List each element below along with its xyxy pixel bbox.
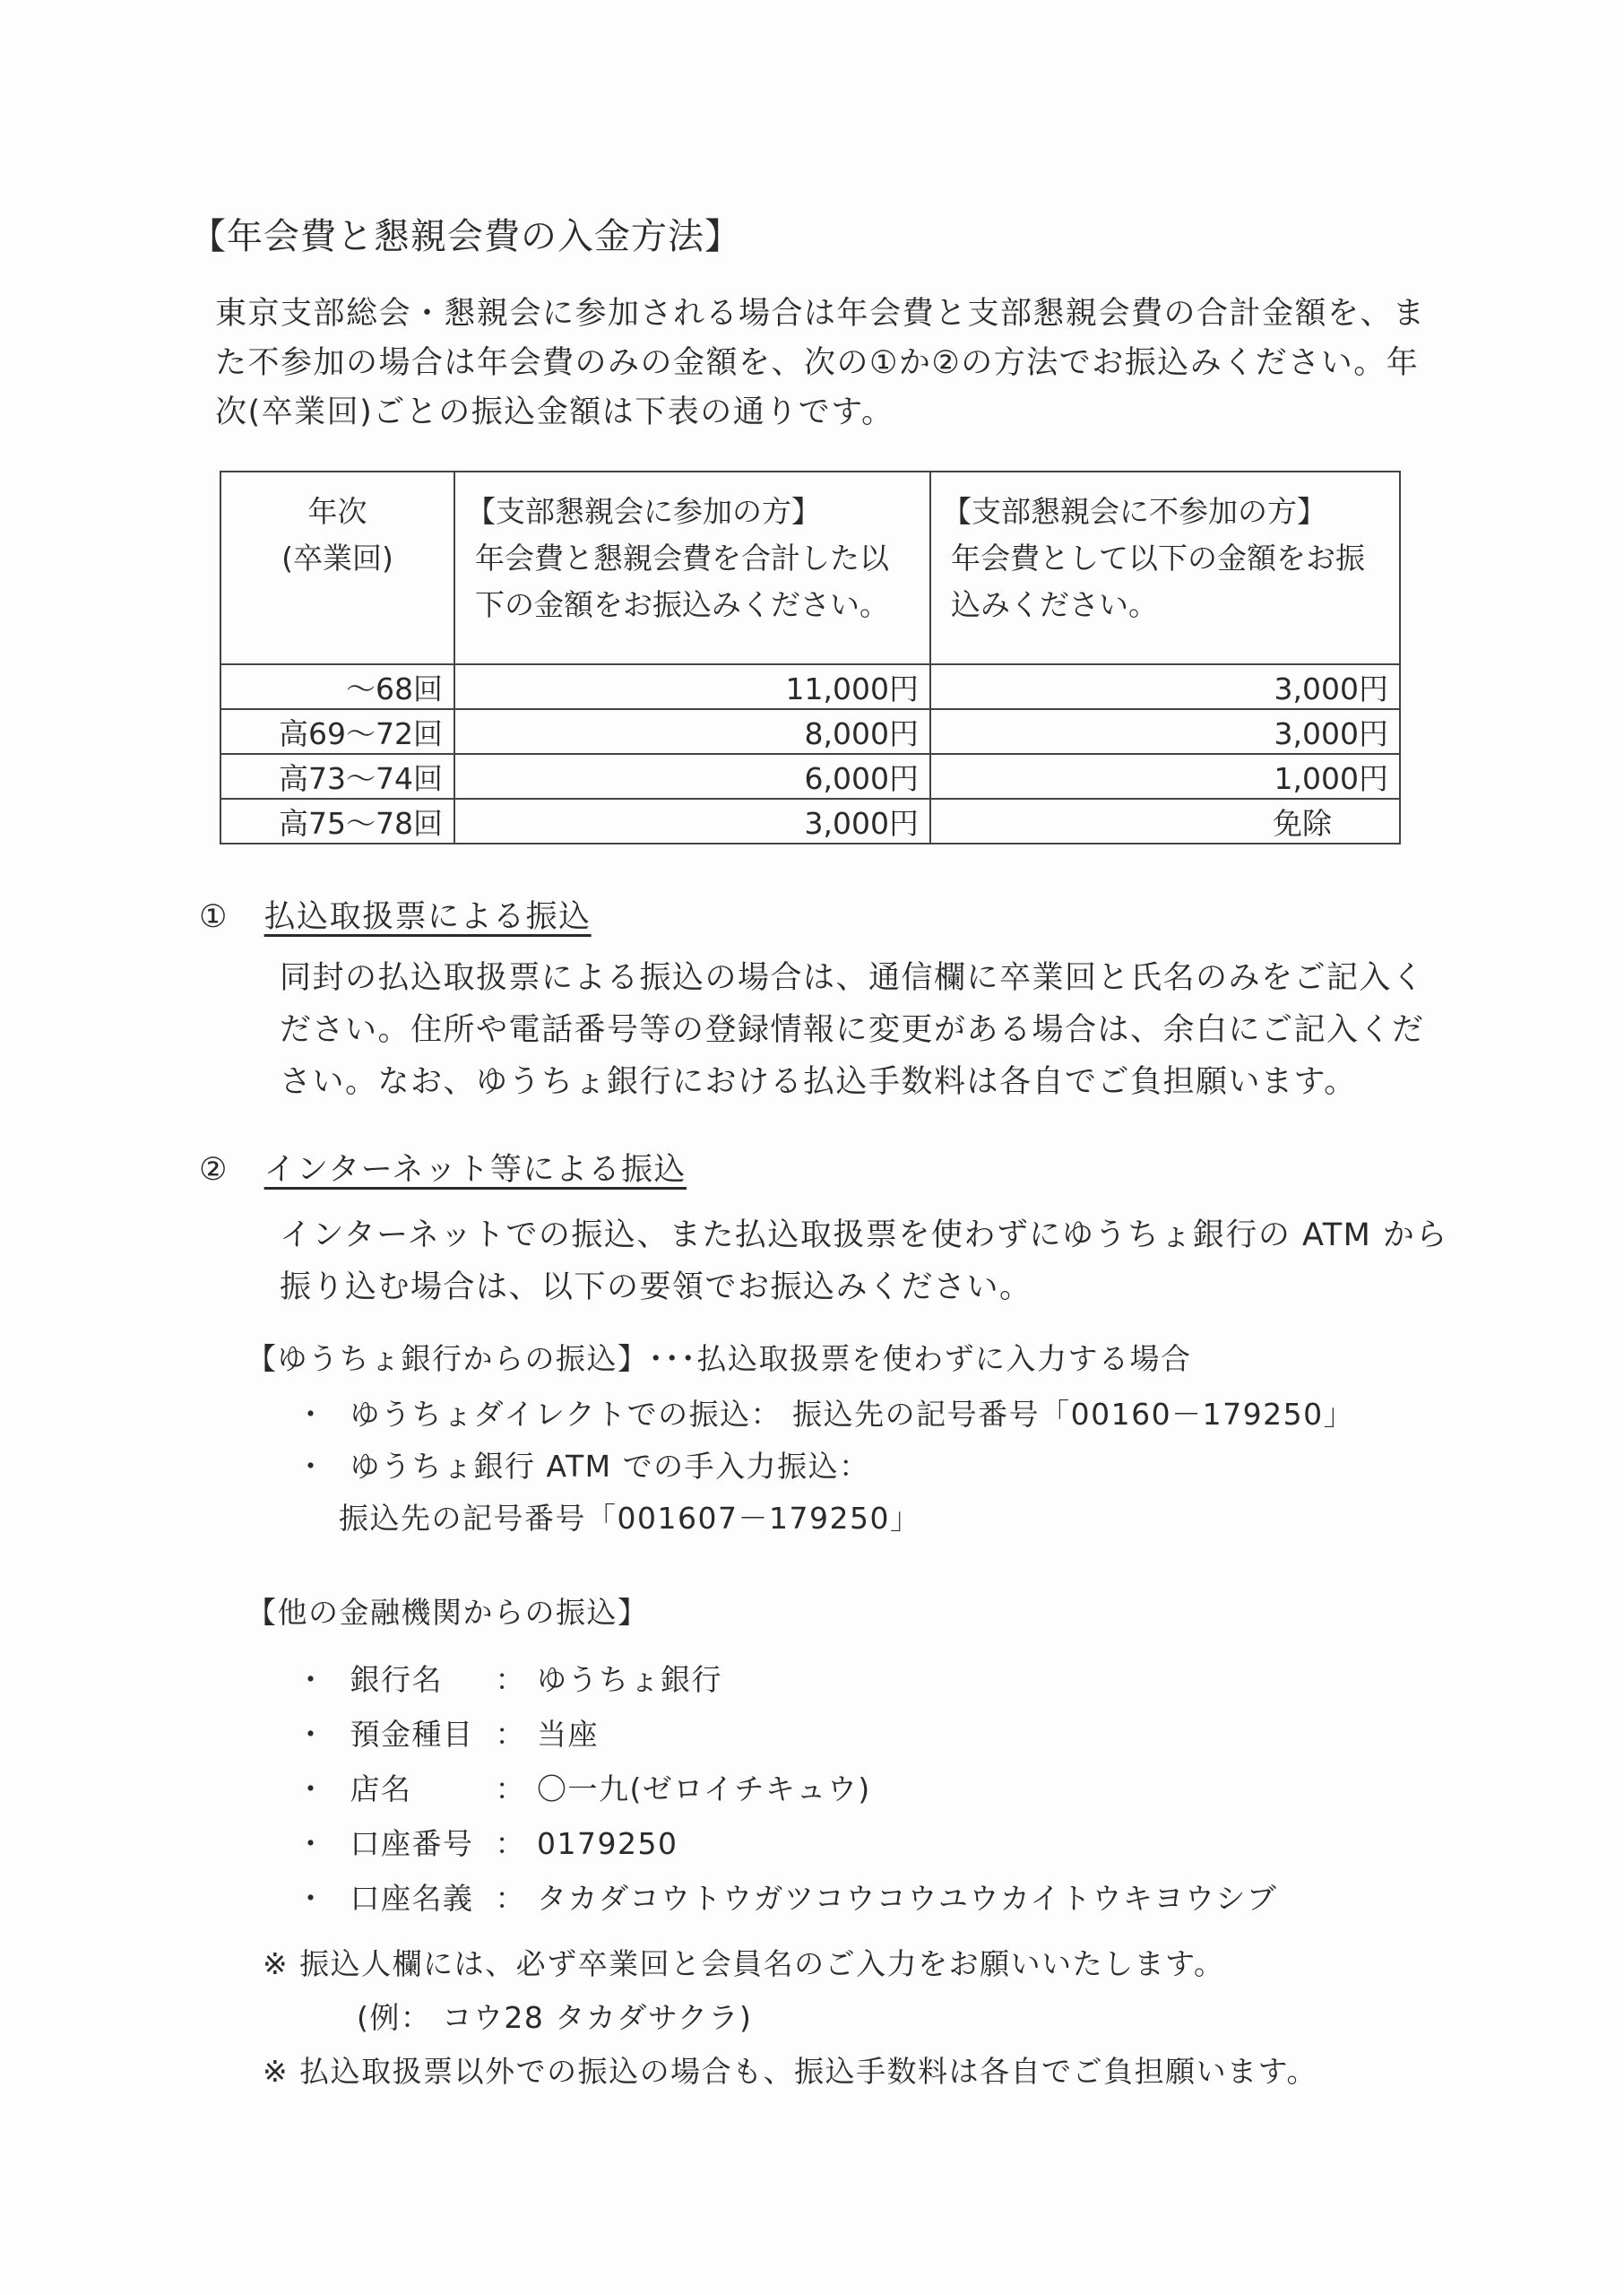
account-label: 銀行名 xyxy=(350,1662,443,1697)
account-item xyxy=(296,1766,871,1808)
account-item xyxy=(296,1821,678,1863)
page-title: 【年会費と懇親会費の入金方法】 xyxy=(190,216,741,257)
cell-year: ～68回 xyxy=(220,664,454,709)
yucho-item xyxy=(296,1391,1354,1433)
method2-line: 振り込む場合は、以下の要領でお振込みください。 xyxy=(280,1269,1032,1305)
cell-absent: 3,000円 xyxy=(930,709,1400,754)
yucho-heading: 【ゆうちょ銀行からの振込】･･･払込取扱票を使わずに入力する場合 xyxy=(246,1341,1192,1376)
account-value: 〇一九(ゼロイチキュウ) xyxy=(537,1771,871,1806)
method2-line: インターネットでの振込、また払込取扱票を使わずにゆうちょ銀行の ATM から xyxy=(280,1217,1448,1253)
method-number: ① xyxy=(199,899,229,935)
header-absent xyxy=(930,472,1400,664)
header-text: 年会費と懇親会費を合計した以 xyxy=(475,541,889,576)
account-value: 0179250 xyxy=(537,1826,678,1861)
note-example: (例： コウ28 タカダサクラ) xyxy=(357,2000,753,2035)
bullet-icon: ・ xyxy=(296,1662,327,1697)
method-heading: 払込取扱票による振込 xyxy=(263,899,592,935)
header-text: 【支部懇親会に参加の方】 xyxy=(466,494,821,529)
fee-table xyxy=(220,471,1401,844)
cell-attend: 11,000円 xyxy=(454,664,930,709)
note-line: ※ 振込人欄には、必ず卒業回と会員名のご入力をお願いいたします。 xyxy=(263,1946,1225,1981)
method1-line: ださい。住所や電話番号等の登録情報に変更がある場合は、余白にご記入くだ xyxy=(280,1012,1425,1048)
yucho-item-text: 振込先の記号番号「001607－179250」 xyxy=(339,1501,921,1536)
colon: ： xyxy=(495,1881,526,1916)
header-attend xyxy=(454,472,930,664)
cell-absent: 3,000円 xyxy=(930,664,1400,709)
account-label: 店名 xyxy=(350,1771,412,1806)
colon: ： xyxy=(495,1717,526,1752)
header-text: (卒業回) xyxy=(281,541,393,576)
cell-attend: 6,000円 xyxy=(454,754,930,799)
intro-line: 東京支部総会・懇親会に参加される場合は年会費と支部懇親会費の合計金額を、ま xyxy=(215,296,1426,332)
bullet-icon: ・ xyxy=(296,1717,327,1752)
colon: ： xyxy=(495,1662,526,1697)
account-label: 口座番号 xyxy=(350,1826,474,1861)
method-heading: インターネット等による振込 xyxy=(263,1152,687,1188)
header-text: 年会費として以下の金額をお振 xyxy=(951,541,1365,576)
account-item xyxy=(296,1711,599,1754)
account-value: タカダコウトウガツコウコウユウカイトウキヨウシブ xyxy=(537,1881,1278,1916)
cell-attend: 3,000円 xyxy=(454,799,930,844)
yucho-item-text: ゆうちょ銀行 ATM での手入力振込： xyxy=(350,1449,870,1484)
note-line: ※ 払込取扱票以外での振込の場合も、振込手数料は各自でご負担願います。 xyxy=(263,2054,1318,2089)
table-header-row xyxy=(220,472,1400,664)
table-row xyxy=(220,709,1400,754)
method1-line: 同封の払込取扱票による振込の場合は、通信欄に卒業回と氏名のみをご記入く xyxy=(280,960,1425,996)
bullet-icon: ・ xyxy=(296,1826,327,1861)
yucho-item xyxy=(296,1443,870,1485)
cell-absent: 1,000円 xyxy=(930,754,1400,799)
cell-year: 高75～78回 xyxy=(220,799,454,844)
header-text: 込みください。 xyxy=(951,587,1158,622)
method1-line: さい。なお、ゆうちょ銀行における払込手数料は各自でご負担願います。 xyxy=(280,1064,1357,1100)
table-row xyxy=(220,799,1400,844)
bullet-icon: ・ xyxy=(296,1881,327,1916)
bullet-icon: ・ xyxy=(296,1771,327,1806)
intro-line: 次(卒業回)ごとの振込金額は下表の通りです。 xyxy=(215,394,894,430)
bullet-icon: ・ xyxy=(296,1397,327,1432)
method-number: ② xyxy=(199,1152,229,1188)
header-year xyxy=(220,472,454,664)
colon: ： xyxy=(495,1826,526,1861)
account-item xyxy=(296,1657,722,1699)
yucho-item-text: ゆうちょダイレクトでの振込： 振込先の記号番号「00160－179250」 xyxy=(350,1397,1355,1432)
table-row xyxy=(220,754,1400,799)
cell-year: 高69～72回 xyxy=(220,709,454,754)
header-text: 年次 xyxy=(307,494,367,529)
other-heading: 【他の金融機関からの振込】 xyxy=(246,1595,649,1630)
colon: ： xyxy=(495,1771,526,1806)
cell-year: 高73～74回 xyxy=(220,754,454,799)
header-text: 下の金額をお振込みください。 xyxy=(475,587,889,622)
account-value: 当座 xyxy=(537,1717,599,1752)
account-item xyxy=(296,1875,1277,1918)
header-text: 【支部懇親会に不参加の方】 xyxy=(942,494,1326,529)
cell-absent: 免除 xyxy=(930,799,1400,844)
cell-attend: 8,000円 xyxy=(454,709,930,754)
account-value: ゆうちょ銀行 xyxy=(537,1662,722,1697)
account-label: 口座名義 xyxy=(350,1881,474,1916)
intro-line: た不参加の場合は年会費のみの金額を、次の①か②の方法でお振込みください。年 xyxy=(215,345,1420,381)
bullet-icon: ・ xyxy=(296,1449,327,1484)
table-row xyxy=(220,664,1400,709)
account-label: 預金種目 xyxy=(350,1717,474,1752)
